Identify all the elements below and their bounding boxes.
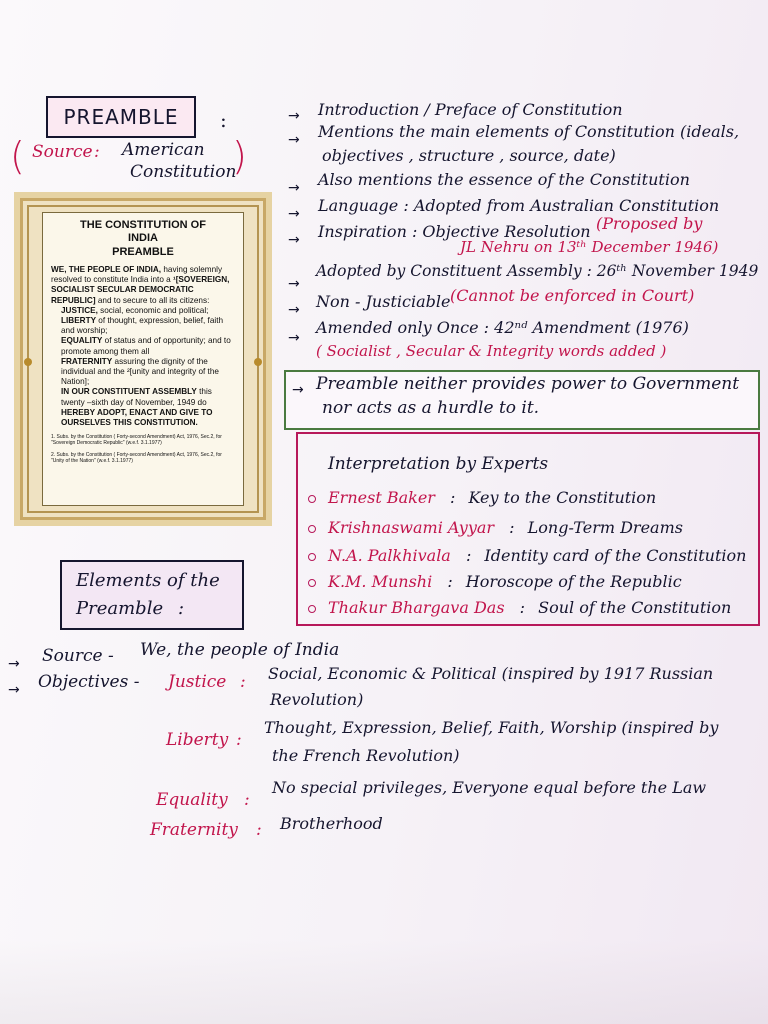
point-adopted: Adopted by Constituent Assembly : 26ᵗʰ November 1949: [316, 262, 759, 280]
source-label: Source: [32, 142, 93, 162]
bullet-icon: [308, 579, 316, 587]
liberty-value-line1: Thought, Expression, Belief, Faith, Worship (inspired by: [264, 718, 719, 737]
title-colon: :: [220, 108, 227, 132]
justice-value-line2: Revolution): [270, 690, 364, 709]
expert-desc: Horoscope of the Republic: [465, 572, 682, 591]
page-title: PREAMBLE: [63, 105, 179, 129]
preamble-heading2: INDIA: [128, 232, 158, 244]
point-non-justiciable: Non - Justiciable: [316, 292, 451, 311]
bullet-icon: [308, 605, 316, 613]
expert-name: Krishnaswami Ayyar: [328, 518, 495, 537]
experts-box: [296, 432, 760, 626]
point-mentions-a: Mentions the main elements of Constitution (ideals,: [318, 122, 740, 141]
expert-name: K.M. Munshi: [328, 572, 433, 591]
expert-name: N.A. Palkhivala: [328, 546, 451, 565]
experts-heading: Interpretation by Experts: [328, 454, 549, 474]
preamble-footnote1: 1. Subs. by the Constitution ( Forty-second Amendment) Act, 1976, Sec.2, for "Sovereign Democratic Republic" (w.e.f. 3.1.1977): [51, 434, 222, 447]
source-element-value: We, the people of India: [140, 640, 340, 660]
preamble-justice: JUSTICE, social, economic and political;: [61, 305, 209, 315]
preamble-heading3: PREAMBLE: [112, 246, 174, 258]
expert-colon: :: [465, 546, 472, 565]
preamble-liberty: LIBERTY of thought, expression, belief, faith and worship;: [61, 316, 224, 336]
preamble-equality: EQUALITY of status and of opportunity; and to promote among them all: [61, 336, 231, 356]
preamble-footnote2: 2. Subs. by the Constitution ( Forty-second Amendment) Act, 1976, Sec.2, for "Unity of the Nation" (w.e.f. 3.1.1977): [51, 452, 222, 465]
liberty-colon: :: [236, 730, 242, 750]
liberty-value-line2: the French Revolution): [272, 746, 460, 765]
equality-value: No special privileges, Everyone equal before the Law: [272, 778, 707, 797]
point-mentions-b: objectives , structure , source, date): [322, 146, 616, 165]
expert-colon: :: [519, 598, 526, 617]
preamble-fraternity: FRATERNITY assuring the dignity of the individual and the ²[unity and integrity of the Nation];: [61, 356, 219, 387]
source-element-label: Source -: [42, 646, 114, 666]
arrow-icon: →: [288, 180, 300, 196]
page-bottom-shade: [0, 940, 768, 1024]
bullet-icon: [308, 495, 316, 503]
equality-label: Equality: [156, 790, 228, 810]
expert-desc: Long-Term Dreams: [527, 518, 683, 537]
preamble-assembly: IN OUR CONSTITUENT ASSEMBLY this twenty –sixth day of November, 1949 do HEREBY ADOPT, ENACT AND GIVE TO OURSELVES THIS CONSTITUTION.: [61, 387, 213, 428]
point-essence: Also mentions the essence of the Constitution: [318, 170, 690, 189]
arrow-icon: →: [288, 206, 300, 222]
expert-desc: Soul of the Constitution: [538, 598, 732, 617]
expert-colon: :: [450, 488, 456, 507]
source-colon: :: [94, 142, 100, 162]
arrow-icon: →: [8, 682, 20, 698]
close-paren-icon: ): [232, 134, 247, 178]
preamble-para1: WE, THE PEOPLE OF INDIA, having solemnly resolved to constitute India into a ¹[SOVEREIGN, SOCIALIST SECULAR DEMOCRATIC REPUBLIC] and to secure to all its citizens:: [51, 265, 230, 305]
liberty-label: Liberty: [166, 730, 229, 750]
power-note-line1: Preamble neither provides power to Government: [316, 374, 740, 394]
ornament-right-icon: [254, 358, 262, 366]
justice-label: Justice: [168, 672, 227, 692]
fraternity-colon: :: [256, 820, 262, 840]
expert-item: [308, 546, 746, 565]
fraternity-label: Fraternity: [150, 820, 238, 840]
fraternity-value: Brotherhood: [280, 814, 383, 833]
arrow-icon: →: [288, 132, 300, 148]
arrow-icon: →: [288, 276, 300, 292]
expert-colon: :: [509, 518, 515, 537]
expert-item: [308, 518, 683, 537]
point-inspiration-note: (Proposed by: [596, 214, 703, 233]
elements-heading-line1: Elements of the: [76, 570, 220, 591]
point-non-justiciable-note: (Cannot be enforced in Court): [450, 286, 695, 305]
equality-colon: :: [244, 790, 250, 810]
expert-item: [308, 488, 656, 507]
preamble-heading1: THE CONSTITUTION OF: [80, 219, 206, 231]
preamble-title-box: [46, 96, 196, 138]
power-note-line2: nor acts as a hurdle to it.: [322, 398, 540, 418]
point-language: Language : Adopted from Australian Constitution: [318, 196, 720, 215]
expert-desc: Identity card of the Constitution: [484, 546, 747, 565]
point-inspiration: Inspiration : Objective Resolution: [318, 222, 591, 241]
point-amended: Amended only Once : 42ⁿᵈ Amendment (1976): [316, 318, 689, 337]
expert-name: Ernest Baker: [328, 488, 435, 507]
ornament-left-icon: [24, 358, 32, 366]
power-note-box: [284, 370, 760, 430]
arrow-icon: →: [288, 330, 300, 346]
point-amended-note: ( Socialist , Secular & Integrity words added ): [316, 342, 667, 360]
expert-item: [308, 572, 682, 591]
point-inspiration-date: JL Nehru on 13ᵗʰ December 1946): [460, 238, 719, 256]
arrow-icon: →: [288, 232, 300, 248]
source-line1: American: [122, 140, 205, 160]
expert-colon: :: [447, 572, 453, 591]
source-note: [8, 134, 247, 184]
justice-colon: :: [240, 672, 246, 692]
point-intro: Introduction / Preface of Constitution: [318, 100, 623, 119]
arrow-icon: →: [292, 382, 304, 398]
bullet-icon: [308, 525, 316, 533]
expert-desc: Key to the Constitution: [468, 488, 657, 507]
elements-heading-colon: :: [178, 598, 185, 619]
open-paren-icon: (: [10, 134, 25, 178]
elements-heading-line2: Preamble: [76, 598, 164, 619]
bullet-icon: [308, 553, 316, 561]
source-line2: Constitution: [130, 162, 237, 182]
arrow-icon: →: [8, 656, 20, 672]
expert-item: [308, 598, 731, 617]
justice-value-line1: Social, Economic & Political (inspired by 1917 Russian: [268, 664, 714, 683]
arrow-icon: →: [288, 108, 300, 124]
arrow-icon: →: [288, 302, 300, 318]
objectives-label: Objectives -: [38, 672, 140, 692]
preamble-document-image: [14, 192, 272, 526]
expert-name: Thakur Bhargava Das: [328, 598, 505, 617]
elements-heading-box: [60, 560, 244, 630]
preamble-text-panel: [42, 212, 244, 506]
